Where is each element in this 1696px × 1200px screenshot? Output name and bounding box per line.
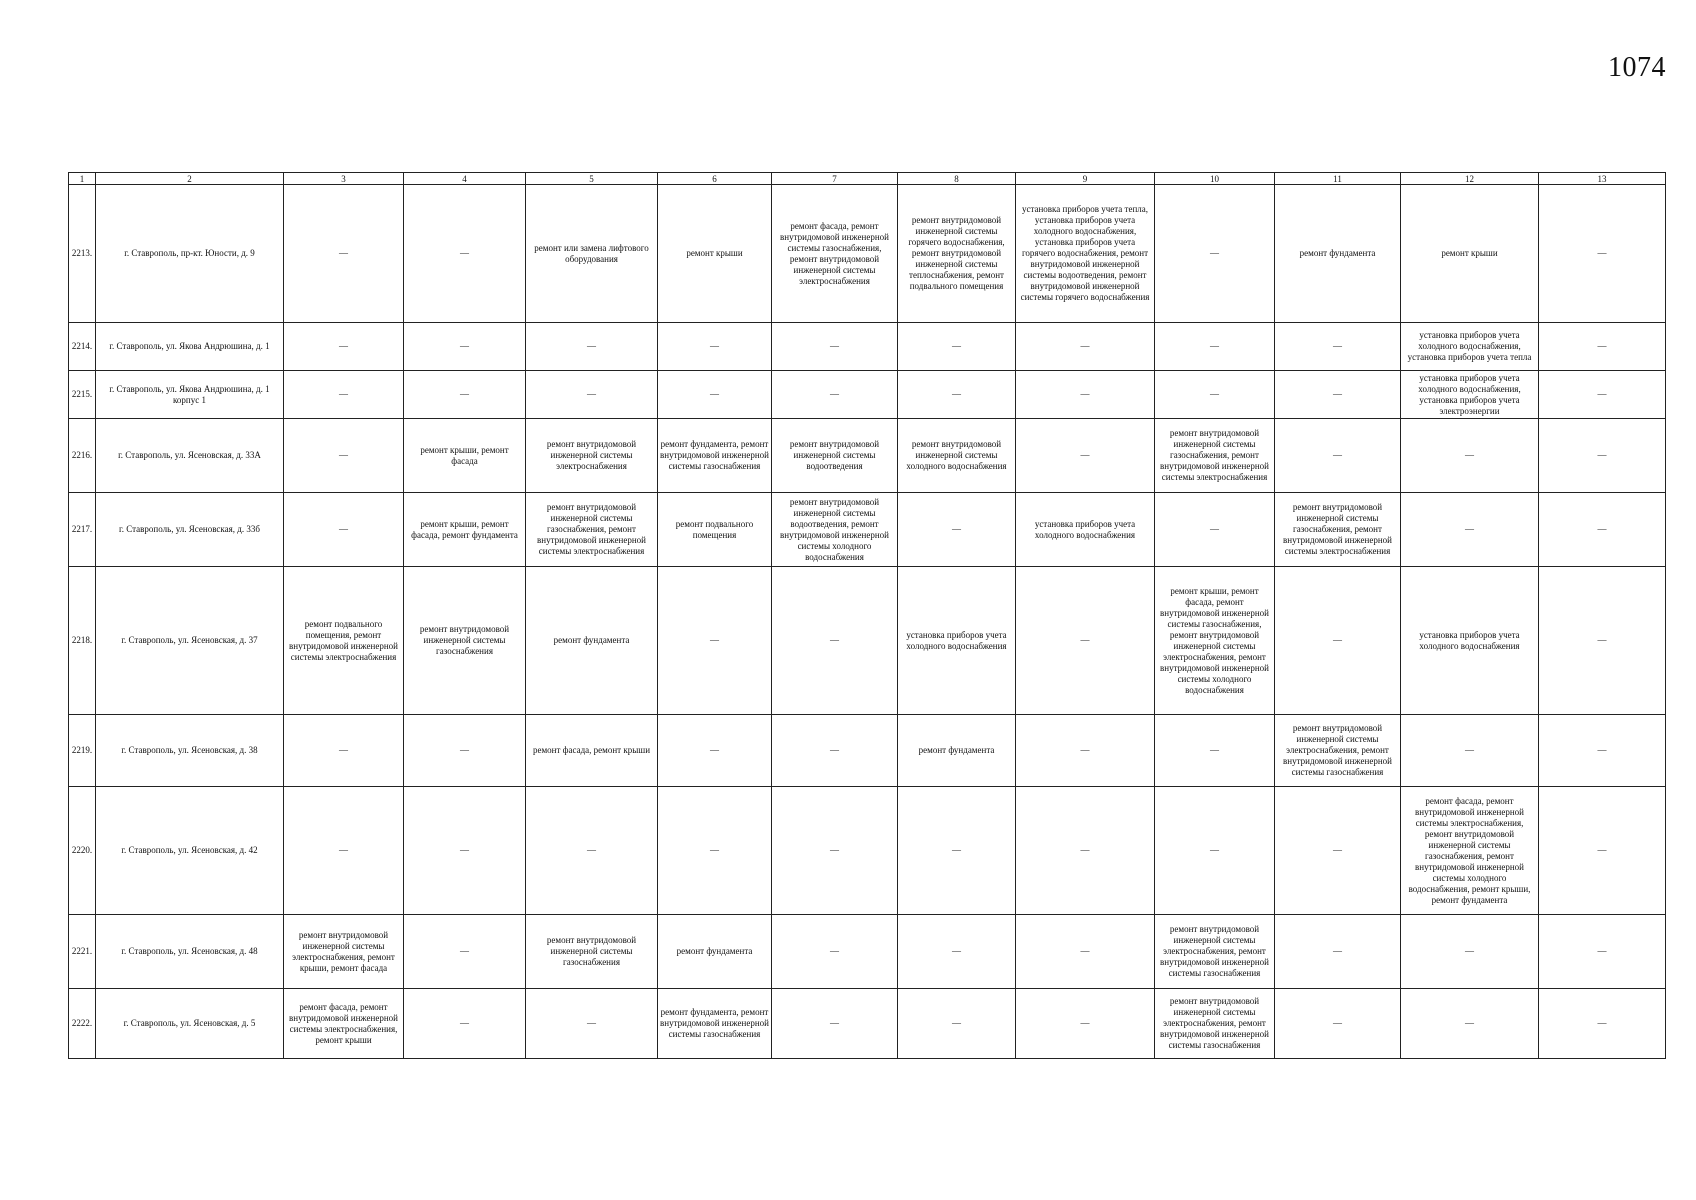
empty-dash-cell: — [1539, 915, 1666, 989]
empty-dash-cell: — [284, 323, 404, 371]
empty-dash-cell: — [1539, 419, 1666, 493]
table-row [69, 323, 1666, 371]
empty-dash-cell: — [1155, 185, 1275, 323]
work-description-cell: ремонт внутридомовой инженерной системы холодного водоснабжения [898, 419, 1016, 493]
row-number: 2220. [69, 787, 96, 915]
empty-dash-cell: — [284, 715, 404, 787]
column-number-header: 9 [1016, 173, 1155, 185]
empty-dash-cell: — [1539, 787, 1666, 915]
work-description-cell: установка приборов учета холодного водоснабжения [1016, 493, 1155, 567]
empty-dash-cell: — [658, 787, 772, 915]
work-description-cell: ремонт крыши [1401, 185, 1539, 323]
work-description-cell: ремонт внутридомовой инженерной системы водоотведения [772, 419, 898, 493]
work-description-cell: установка приборов учета тепла, установка приборов учета холодного водоснабжения, установка приборов учета горячего водоснабжения, ремонт внутридомовой инженерной системы водоотведения, ремонт внутридомовой инженерной системы горячего водоснабжения [1016, 185, 1155, 323]
address-cell: г. Ставрополь, ул. Ясеновская, д. 33б [96, 493, 284, 567]
empty-dash-cell: — [772, 323, 898, 371]
work-description-cell: ремонт фасада, ремонт внутридомовой инженерной системы электроснабжения, ремонт крыши [284, 989, 404, 1059]
work-description-cell: ремонт подвального помещения [658, 493, 772, 567]
work-description-cell: ремонт фундамента, ремонт внутридомовой инженерной системы газоснабжения [658, 419, 772, 493]
empty-dash-cell: — [526, 323, 658, 371]
table-row [69, 787, 1666, 915]
address-cell: г. Ставрополь, ул. Ясеновская, д. 5 [96, 989, 284, 1059]
empty-dash-cell: — [898, 323, 1016, 371]
work-description-cell: ремонт внутридомовой инженерной системы горячего водоснабжения, ремонт внутридомовой инженерной системы теплоснабжения, ремонт подвального помещения [898, 185, 1016, 323]
empty-dash-cell: — [1401, 493, 1539, 567]
empty-dash-cell: — [1275, 323, 1401, 371]
work-description-cell: ремонт крыши [658, 185, 772, 323]
empty-dash-cell: — [1155, 493, 1275, 567]
work-description-cell: установка приборов учета холодного водоснабжения, установка приборов учета электроэнергии [1401, 371, 1539, 419]
work-description-cell: ремонт фундамента [526, 567, 658, 715]
empty-dash-cell: — [898, 787, 1016, 915]
column-number-header: 10 [1155, 173, 1275, 185]
empty-dash-cell: — [772, 915, 898, 989]
work-description-cell: ремонт внутридомовой инженерной системы газоснабжения, ремонт внутридомовой инженерной системы электроснабжения [526, 493, 658, 567]
table-row [69, 567, 1666, 715]
work-description-cell: ремонт внутридомовой инженерной системы электроснабжения, ремонт внутридомовой инженерной системы газоснабжения [1155, 989, 1275, 1059]
table-row [69, 715, 1666, 787]
repair-schedule-table [68, 172, 1666, 1059]
empty-dash-cell: — [772, 989, 898, 1059]
work-description-cell: установка приборов учета холодного водоснабжения [898, 567, 1016, 715]
work-description-cell: ремонт внутридомовой инженерной системы газоснабжения [404, 567, 526, 715]
column-number-header: 6 [658, 173, 772, 185]
empty-dash-cell: — [284, 185, 404, 323]
empty-dash-cell: — [1401, 989, 1539, 1059]
column-number-header: 13 [1539, 173, 1666, 185]
work-description-cell: ремонт внутридомовой инженерной системы электроснабжения, ремонт крыши, ремонт фасада [284, 915, 404, 989]
empty-dash-cell: — [404, 185, 526, 323]
column-number-header: 2 [96, 173, 284, 185]
empty-dash-cell: — [284, 787, 404, 915]
empty-dash-cell: — [284, 419, 404, 493]
empty-dash-cell: — [404, 323, 526, 371]
table-row [69, 371, 1666, 419]
empty-dash-cell: — [1016, 787, 1155, 915]
work-description-cell: ремонт крыши, ремонт фасада, ремонт фундамента [404, 493, 526, 567]
empty-dash-cell: — [658, 371, 772, 419]
column-number-header: 4 [404, 173, 526, 185]
empty-dash-cell: — [1155, 323, 1275, 371]
address-cell: г. Ставрополь, ул. Ясеновская, д. 38 [96, 715, 284, 787]
empty-dash-cell: — [1016, 323, 1155, 371]
row-number: 2222. [69, 989, 96, 1059]
empty-dash-cell: — [1401, 419, 1539, 493]
address-cell: г. Ставрополь, ул. Ясеновская, д. 42 [96, 787, 284, 915]
work-description-cell: ремонт подвального помещения, ремонт внутридомовой инженерной системы электроснабжения [284, 567, 404, 715]
empty-dash-cell: — [1539, 323, 1666, 371]
row-number: 2221. [69, 915, 96, 989]
empty-dash-cell: — [404, 715, 526, 787]
empty-dash-cell: — [404, 787, 526, 915]
empty-dash-cell: — [772, 567, 898, 715]
empty-dash-cell: — [404, 371, 526, 419]
work-description-cell: установка приборов учета холодного водоснабжения, установка приборов учета тепла [1401, 323, 1539, 371]
table-row [69, 915, 1666, 989]
column-number-header: 8 [898, 173, 1016, 185]
column-number-header: 3 [284, 173, 404, 185]
empty-dash-cell: — [1016, 715, 1155, 787]
work-description-cell: ремонт фасада, ремонт внутридомовой инженерной системы электроснабжения, ремонт внутридомовой инженерной системы газоснабжения, ремонт внутридомовой инженерной системы холодного водоснабжения, ремонт крыши, ремонт фундамента [1401, 787, 1539, 915]
work-description-cell: ремонт внутридомовой инженерной системы электроснабжения, ремонт внутридомовой инженерной системы газоснабжения [1155, 915, 1275, 989]
column-number-header: 7 [772, 173, 898, 185]
empty-dash-cell: — [772, 787, 898, 915]
empty-dash-cell: — [526, 371, 658, 419]
work-description-cell: ремонт внутридомовой инженерной системы газоснабжения, ремонт внутридомовой инженерной системы электроснабжения [1275, 493, 1401, 567]
empty-dash-cell: — [284, 371, 404, 419]
row-number: 2219. [69, 715, 96, 787]
empty-dash-cell: — [404, 989, 526, 1059]
table-row [69, 419, 1666, 493]
empty-dash-cell: — [1275, 419, 1401, 493]
work-description-cell: ремонт внутридомовой инженерной системы электроснабжения [526, 419, 658, 493]
address-cell: г. Ставрополь, пр-кт. Юности, д. 9 [96, 185, 284, 323]
empty-dash-cell: — [1155, 371, 1275, 419]
work-description-cell: ремонт фундамента, ремонт внутридомовой инженерной системы газоснабжения [658, 989, 772, 1059]
row-number: 2216. [69, 419, 96, 493]
column-number-header: 12 [1401, 173, 1539, 185]
work-description-cell: ремонт внутридомовой инженерной системы газоснабжения [526, 915, 658, 989]
work-description-cell: ремонт фундамента [898, 715, 1016, 787]
row-number: 2215. [69, 371, 96, 419]
empty-dash-cell: — [1539, 567, 1666, 715]
row-number: 2214. [69, 323, 96, 371]
empty-dash-cell: — [1539, 715, 1666, 787]
column-number-header: 11 [1275, 173, 1401, 185]
empty-dash-cell: — [1155, 715, 1275, 787]
empty-dash-cell: — [1016, 989, 1155, 1059]
table-row [69, 493, 1666, 567]
row-number: 2213. [69, 185, 96, 323]
empty-dash-cell: — [1016, 371, 1155, 419]
work-description-cell: ремонт фасада, ремонт крыши [526, 715, 658, 787]
empty-dash-cell: — [1401, 915, 1539, 989]
empty-dash-cell: — [1016, 567, 1155, 715]
work-description-cell: ремонт внутридомовой инженерной системы газоснабжения, ремонт внутридомовой инженерной системы электроснабжения [1155, 419, 1275, 493]
empty-dash-cell: — [898, 493, 1016, 567]
work-description-cell: установка приборов учета холодного водоснабжения [1401, 567, 1539, 715]
address-cell: г. Ставрополь, ул. Ясеновская, д. 33А [96, 419, 284, 493]
empty-dash-cell: — [772, 371, 898, 419]
empty-dash-cell: — [526, 989, 658, 1059]
empty-dash-cell: — [1539, 371, 1666, 419]
empty-dash-cell: — [898, 371, 1016, 419]
column-number-header: 5 [526, 173, 658, 185]
address-cell: г. Ставрополь, ул. Якова Андрюшина, д. 1 [96, 323, 284, 371]
empty-dash-cell: — [1016, 915, 1155, 989]
empty-dash-cell: — [1539, 989, 1666, 1059]
empty-dash-cell: — [1155, 787, 1275, 915]
empty-dash-cell: — [1275, 371, 1401, 419]
table-row [69, 989, 1666, 1059]
empty-dash-cell: — [1401, 715, 1539, 787]
empty-dash-cell: — [1275, 915, 1401, 989]
empty-dash-cell: — [898, 989, 1016, 1059]
address-cell: г. Ставрополь, ул. Якова Андрюшина, д. 1 корпус 1 [96, 371, 284, 419]
work-description-cell: ремонт внутридомовой инженерной системы водоотведения, ремонт внутридомовой инженерной системы холодного водоснабжения [772, 493, 898, 567]
empty-dash-cell: — [1539, 493, 1666, 567]
address-cell: г. Ставрополь, ул. Ясеновская, д. 37 [96, 567, 284, 715]
row-number: 2217. [69, 493, 96, 567]
empty-dash-cell: — [1275, 567, 1401, 715]
empty-dash-cell: — [526, 787, 658, 915]
empty-dash-cell: — [1275, 989, 1401, 1059]
work-description-cell: ремонт фундамента [658, 915, 772, 989]
empty-dash-cell: — [1275, 787, 1401, 915]
empty-dash-cell: — [658, 715, 772, 787]
empty-dash-cell: — [772, 715, 898, 787]
row-number: 2218. [69, 567, 96, 715]
empty-dash-cell: — [1016, 419, 1155, 493]
empty-dash-cell: — [284, 493, 404, 567]
empty-dash-cell: — [658, 567, 772, 715]
work-description-cell: ремонт фасада, ремонт внутридомовой инженерной системы газоснабжения, ремонт внутридомовой инженерной системы электроснабжения [772, 185, 898, 323]
empty-dash-cell: — [658, 323, 772, 371]
work-description-cell: ремонт крыши, ремонт фасада [404, 419, 526, 493]
page-number: 1074 [1608, 52, 1666, 83]
work-description-cell: ремонт фундамента [1275, 185, 1401, 323]
address-cell: г. Ставрополь, ул. Ясеновская, д. 48 [96, 915, 284, 989]
column-number-row [69, 173, 1666, 185]
work-description-cell: ремонт крыши, ремонт фасада, ремонт внутридомовой инженерной системы газоснабжения, ремонт внутридомовой инженерной системы электроснабжения, ремонт внутридомовой инженерной системы холодного водоснабжения [1155, 567, 1275, 715]
empty-dash-cell: — [404, 915, 526, 989]
table-row [69, 185, 1666, 323]
work-description-cell: ремонт внутридомовой инженерной системы электроснабжения, ремонт внутридомовой инженерной системы газоснабжения [1275, 715, 1401, 787]
empty-dash-cell: — [1539, 185, 1666, 323]
work-description-cell: ремонт или замена лифтового оборудования [526, 185, 658, 323]
empty-dash-cell: — [898, 915, 1016, 989]
column-number-header: 1 [69, 173, 96, 185]
